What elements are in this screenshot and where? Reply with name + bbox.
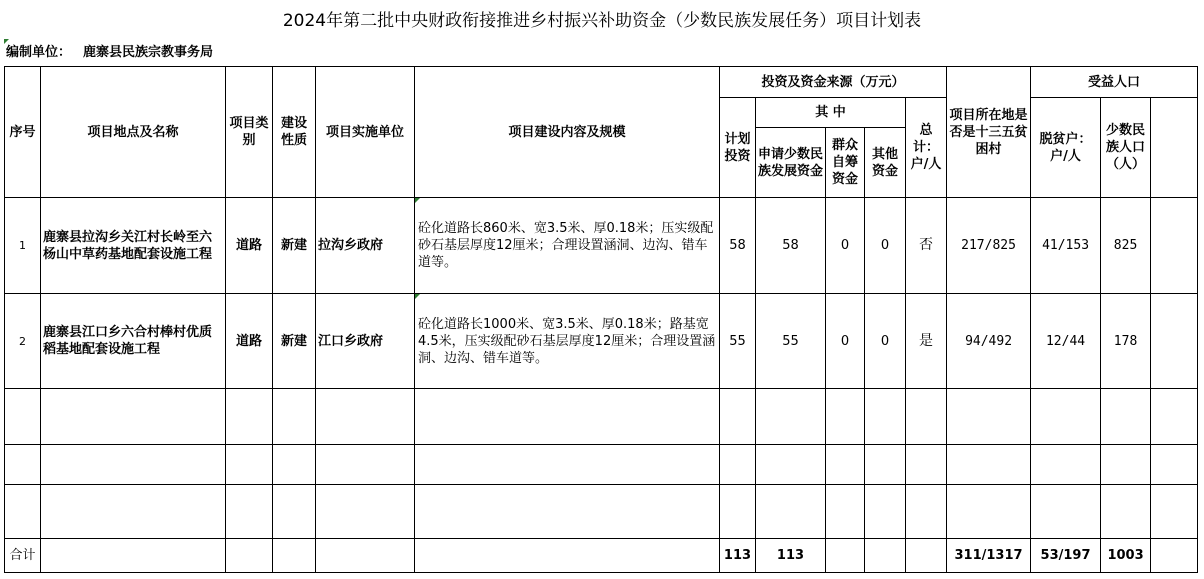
row-type: 道路 <box>226 294 273 389</box>
empty-row <box>5 485 1198 539</box>
row-outpoverty: 12/44 <box>1031 294 1101 389</box>
row-content <box>415 198 720 294</box>
header-impl: 项目实施单位 <box>316 67 415 198</box>
row-nature: 新建 <box>273 294 316 389</box>
compiling-unit-label: 编制单位： <box>6 45 72 60</box>
row-total: 217/825 <box>947 198 1031 294</box>
header-nature: 建设性质 <box>273 67 316 198</box>
header-seq: 序号 <box>5 67 41 198</box>
row-seq: 2 <box>5 294 41 389</box>
row-other: 0 <box>865 198 906 294</box>
sum-row <box>5 539 1198 573</box>
header-other: 其他资金 <box>865 128 906 198</box>
sum-apply: 113 <box>756 539 826 573</box>
header-of-which: 其 中 <box>756 98 906 128</box>
cell-marker-icon <box>415 198 420 203</box>
header-name: 项目地点及名称 <box>41 67 226 198</box>
row-total: 94/492 <box>947 294 1031 389</box>
table-row <box>5 198 1198 294</box>
compiling-unit-name: 鹿寨县民族宗教事务局 <box>83 45 214 60</box>
header-outpoverty: 脱贫户：户/人 <box>1031 98 1101 198</box>
header-apply: 申请少数民族发展资金 <box>756 128 826 198</box>
row-outpoverty: 41/153 <box>1031 198 1101 294</box>
row-apply: 55 <box>756 294 826 389</box>
sum-total: 311/1317 <box>947 539 1031 573</box>
header-type: 项目类别 <box>226 67 273 198</box>
row-content-text: 砼化道路长1000米、宽3.5米、厚0.18米；路基宽4.5米，压实级配砂石基层厚度12厘米；合理设置涵洞、边沟、错车道等。 <box>418 316 716 366</box>
sum-planned: 113 <box>720 539 756 573</box>
header-self: 群众自筹资金 <box>826 128 865 198</box>
table-row <box>5 294 1198 389</box>
row-poor-village: 否 <box>906 198 947 294</box>
row-nature: 新建 <box>273 198 316 294</box>
header-poor-village: 项目所在地是否是十三五贫困村 <box>947 67 1031 198</box>
row-self: 0 <box>826 198 865 294</box>
row-name: 鹿寨县江口乡六合村棒村优质稻基地配套设施工程 <box>41 294 226 389</box>
row-apply: 58 <box>756 198 826 294</box>
row-self: 0 <box>826 294 865 389</box>
header-row-1 <box>5 67 1198 98</box>
row-name: 鹿寨县拉沟乡关江村长岭至六杨山中草药基地配套设施工程 <box>41 198 226 294</box>
project-plan-table <box>4 66 1198 573</box>
row-remark <box>1151 198 1198 294</box>
header-planned: 计划投资 <box>720 98 756 198</box>
row-minority: 178 <box>1101 294 1151 389</box>
row-planned: 55 <box>720 294 756 389</box>
row-content-text: 砼化道路长860米、宽3.5米、厚0.18米；压实级配砂石基层厚度12厘米；合理设置涵洞、边沟、错车道等。 <box>418 221 714 270</box>
cell-marker-icon <box>415 294 420 299</box>
row-planned: 58 <box>720 198 756 294</box>
compiling-unit <box>6 42 213 64</box>
sum-label: 合计 <box>5 539 41 573</box>
header-minority: 少数民族人口（人） <box>1101 98 1151 198</box>
empty-row <box>5 445 1198 485</box>
sum-outpoverty: 53/197 <box>1031 539 1101 573</box>
row-other: 0 <box>865 294 906 389</box>
row-impl: 江口乡政府 <box>316 294 415 389</box>
header-total: 总计：户/人 <box>906 98 947 198</box>
page-title: 2024年第二批中央财政衔接推进乡村振兴补助资金（少数民族发展任务）项目计划表 <box>282 11 922 31</box>
header-benefit-group: 受益人口 <box>1031 67 1198 98</box>
empty-row <box>5 389 1198 445</box>
row-poor-village: 是 <box>906 294 947 389</box>
row-minority: 825 <box>1101 198 1151 294</box>
sum-minority: 1003 <box>1101 539 1151 573</box>
row-type: 道路 <box>226 198 273 294</box>
header-content: 项目建设内容及规模 <box>415 67 720 198</box>
row-impl: 拉沟乡政府 <box>316 198 415 294</box>
row-seq: 1 <box>5 198 41 294</box>
row-content <box>415 294 720 389</box>
header-invest-group: 投资及资金来源（万元） <box>720 67 947 98</box>
row-remark <box>1151 294 1198 389</box>
